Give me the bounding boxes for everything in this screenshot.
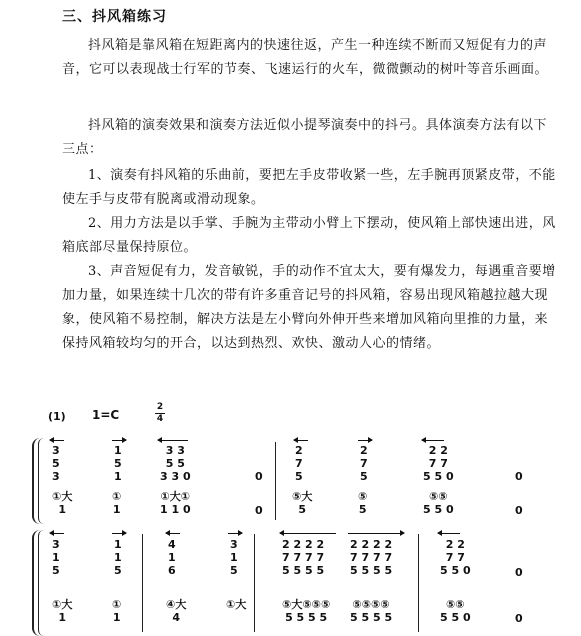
bellows-arrow (50, 440, 64, 441)
barline (254, 534, 255, 632)
system-bracket (38, 530, 45, 636)
bass-cell: ⑤⑤ 5 5 0 (423, 490, 454, 516)
paragraph-method-intro: 抖风箱的演奏效果和演奏方法近似小提琴演奏中的抖弓。具体演奏方法有以下三点： (62, 118, 548, 157)
section-title: 三、抖风箱练习 (62, 9, 167, 25)
barline (142, 534, 143, 632)
bellows-arrow (228, 533, 242, 534)
example-label: (1) (48, 410, 66, 423)
bass-cell: ①大 (226, 598, 247, 611)
bellows-arrow (166, 533, 180, 534)
bellows-arrow (358, 440, 372, 441)
bass-cell: ⑤大 5 (292, 490, 313, 516)
note-cell: 2 2 7 7 5 5 0 (423, 444, 454, 483)
rest-cell: 0 (515, 612, 523, 625)
bellows-arrow (280, 533, 336, 534)
note-cell: 3 1 5 (52, 538, 60, 577)
bellows-arrow (422, 440, 444, 441)
note-cell: 1 5 1 (114, 444, 122, 483)
score-system-1 (30, 438, 570, 524)
note-cell: 2 2 2 2 7 7 7 7 5 5 5 5 (350, 538, 393, 577)
meter-top: 2 (156, 402, 164, 412)
note-cell: 4 1 6 (168, 538, 176, 577)
bass-cell: ④大 4 (166, 598, 187, 624)
rest-cell: 0 (255, 470, 263, 483)
note-cell: 2 7 5 (295, 444, 303, 483)
score-system-2 (30, 530, 570, 636)
bellows-arrow (50, 533, 64, 534)
rest-cell: 0 (515, 470, 523, 483)
bellows-arrow (112, 533, 126, 534)
bass-cell: ⑤大⑤⑤⑤ 5 5 5 5 (282, 598, 331, 624)
bellows-arrow (112, 440, 126, 441)
barline (418, 534, 419, 632)
note-cell: 3 5 3 (52, 444, 60, 483)
bass-cell: ⑤ 5 (358, 490, 368, 516)
bellows-arrow (158, 440, 188, 441)
note-cell: 3 3 5 5 3 3 0 (160, 444, 191, 483)
paragraph-point-3: 3、声音短促有力，发音敏锐，手的动作不宜太大，要有爆发力，每遇重音要增加力量，如果连续十几次的带有许多重音记号的抖风箱，容易出现风箱越拉越大现象，使风箱不易控制，解决方法是左小臂向外伸开些来增加风箱向里推的力量，来保持风箱较均匀的开合，以达到热烈、欢快、激动人心的情绪。 (62, 264, 556, 351)
key-signature: 1=C (92, 408, 120, 422)
note-cell: 2 2 2 2 7 7 7 7 5 5 5 5 (282, 538, 325, 577)
bellows-arrow (294, 440, 308, 441)
bass-cell: ① 1 (112, 598, 122, 624)
barline (275, 442, 276, 520)
rest-cell: 0 (515, 504, 523, 517)
bass-cell: ①大 1 (52, 490, 73, 516)
note-cell: 2 7 5 (360, 444, 368, 483)
paragraph-point-2: 2、用力方法是以手掌、手腕为主带动小臂上下摆动，使风箱上部快速出进，风箱底部尽量保持原位。 (62, 216, 556, 255)
rest-cell: 0 (515, 566, 523, 579)
bellows-arrow (438, 533, 460, 534)
meter-bottom: 4 (156, 414, 164, 424)
paragraph-point-1: 1、演奏有抖风箱的乐曲前，要把左手皮带收紧一些，左手腕再顶紧皮带，不能使左手与皮带有脱离或滑动现象。 (62, 168, 556, 207)
bass-cell: ①大 1 (52, 598, 73, 624)
note-cell: 1 1 5 (114, 538, 122, 577)
bass-cell: ① 1 (112, 490, 122, 516)
rest-cell: 0 (255, 504, 263, 517)
system-bracket (38, 438, 45, 524)
note-cell: 2 2 7 7 5 5 0 (440, 538, 471, 577)
music-score (30, 400, 570, 636)
note-cell: 3 1 5 (230, 538, 238, 577)
time-signature (155, 403, 165, 424)
bellows-arrow (348, 533, 404, 534)
bass-cell: ⑤⑤⑤⑤ 5 5 5 5 (350, 598, 393, 624)
paragraph-intro: 抖风箱是靠风箱在短距离内的快速往返，产生一种连续不断而又短促有力的声音，它可以表现战士行军的节奏、飞速运行的火车，微微颤动的树叶等音乐画面。 (62, 38, 549, 77)
bass-cell: ①大① 1 1 0 (160, 490, 191, 516)
bass-cell: ⑤⑤ 5 5 0 (440, 598, 471, 624)
